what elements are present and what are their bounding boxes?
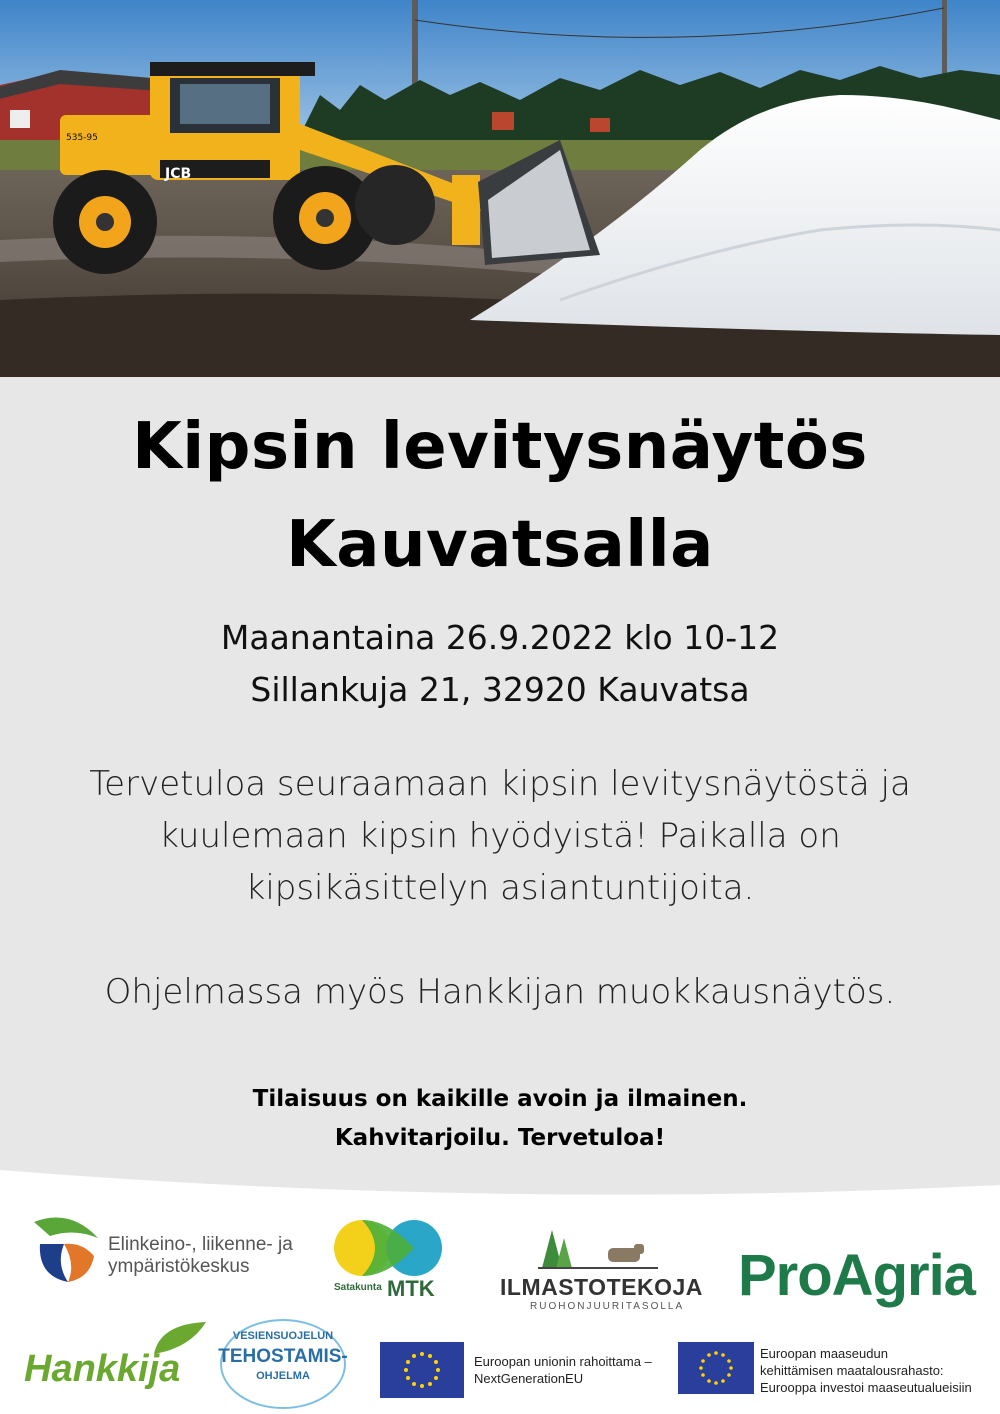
intro-paragraph: Tervetuloa seuraamaan kipsin levitysnäytöstä ja kuulemaan kipsin hyödyistä! Paikalla on kipsikäsittelyn asiantuntijoita. xyxy=(89,764,911,908)
closing-line1: Tilaisuus on kaikille avoin ja ilmainen. xyxy=(252,1086,748,1112)
loader-gypsum-scene xyxy=(0,0,1000,377)
program-paragraph: Ohjelmassa myös Hankkijan muokkausnäytös. xyxy=(104,972,896,1012)
ely-line1: Elinkeino-, liikenne- ja xyxy=(108,1234,293,1255)
ely-line2: ympäristökeskus xyxy=(108,1256,250,1277)
event-date: Maanantaina 26.9.2022 klo 10-12 xyxy=(220,618,780,657)
eu2-line3: Eurooppa investoi maaseutualueisiin xyxy=(760,1380,972,1395)
eu1-line1: Euroopan unionin rahoittama – xyxy=(474,1354,652,1369)
ely-emblem-icon xyxy=(30,1214,105,1286)
mtk-name: MTK xyxy=(387,1276,435,1301)
poster-title-line1: Kipsin levitysnäytös xyxy=(132,410,868,484)
model-label: 535-95 xyxy=(66,133,98,143)
vesiensuojelu-logo xyxy=(218,1318,348,1410)
eu1-line2: NextGenerationEU xyxy=(474,1371,584,1386)
poster-title-line2: Kauvatsalla xyxy=(286,508,714,582)
eu-maaseutu-text xyxy=(760,1345,972,1396)
vesi-line1: VESIENSUOJELUN xyxy=(232,1330,334,1342)
eu2-line1: Euroopan maaseudun xyxy=(760,1346,888,1361)
closing-line2: Kahvitarjoilu. Tervetuloa! xyxy=(334,1125,666,1151)
vesi-line3: OHJELMA xyxy=(256,1370,310,1382)
hero-photo xyxy=(0,0,1000,377)
proagria-logo: ProAgria xyxy=(738,1243,975,1308)
mtk-region: Satakunta xyxy=(334,1282,382,1293)
vesi-line2: TEHOSTAMIS- xyxy=(218,1346,348,1367)
hankkija-logo: Hankkija xyxy=(24,1348,181,1390)
event-address: Sillankuja 21, 32920 Kauvatsa xyxy=(250,670,750,709)
ilmastotekoja-tagline: RUOHONJUURITASOLLA xyxy=(530,1301,685,1312)
mtk-emblem-icon xyxy=(332,1218,444,1280)
eu2-line2: kehittämisen maatalousrahasto: xyxy=(760,1363,944,1378)
logo-strip xyxy=(0,1200,1000,1414)
ilmastotekoja-emblem-icon xyxy=(538,1224,658,1270)
closing-text xyxy=(0,1080,1000,1158)
eu-flag-icon xyxy=(380,1342,464,1398)
ely-name xyxy=(108,1234,293,1278)
ilmastotekoja-name: ILMASTOTEKOJA xyxy=(500,1274,703,1300)
eu-nextgen-text xyxy=(474,1353,652,1387)
jcb-label: JCB xyxy=(165,166,192,182)
eu-flag-icon-2 xyxy=(678,1342,754,1394)
